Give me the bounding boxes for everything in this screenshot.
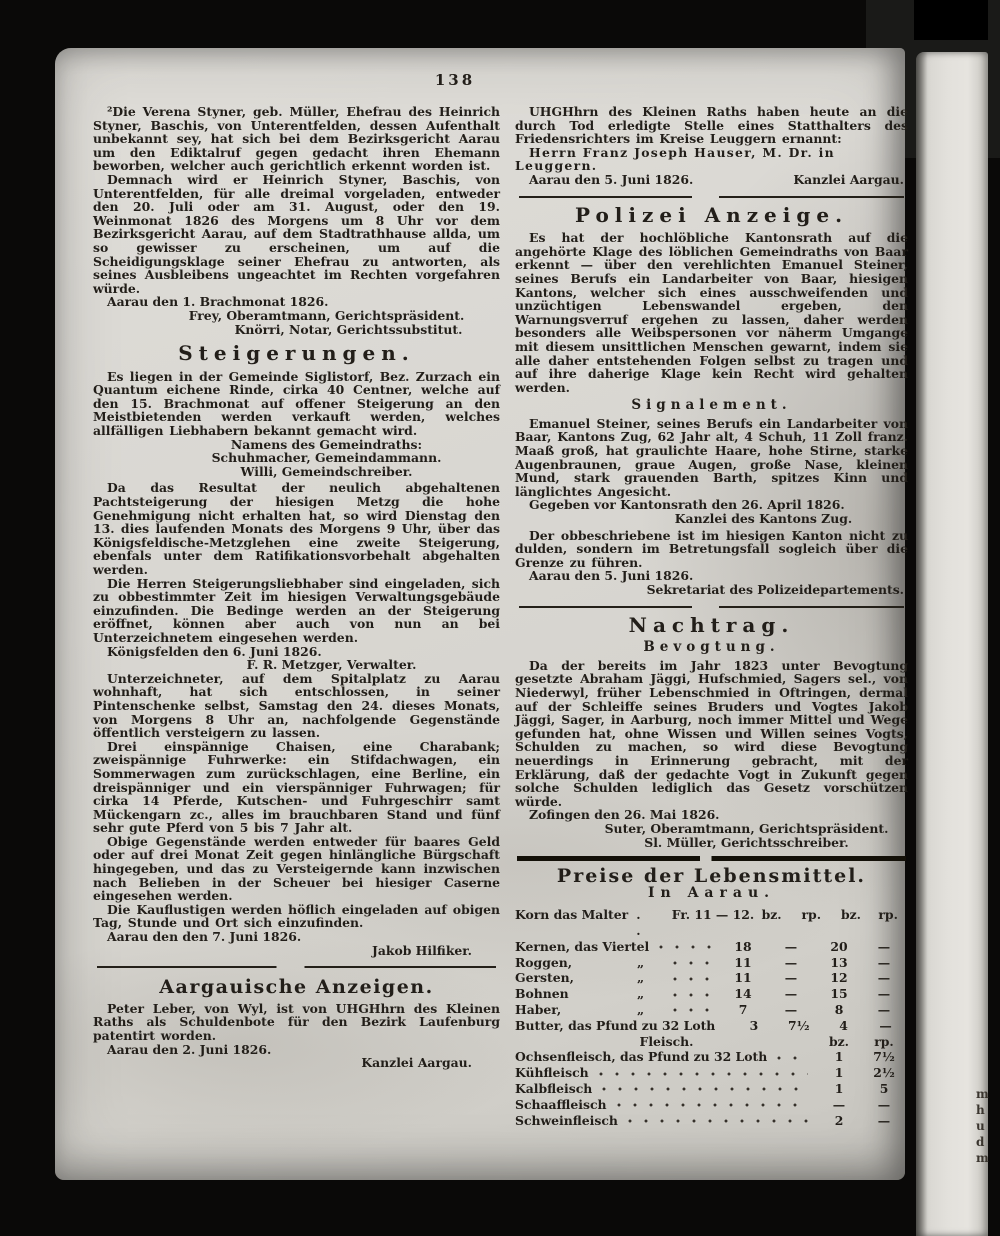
row-item: Kühfleisch [515,1065,589,1081]
signature: Namens des Gemeindraths: [230,436,423,452]
dateline-row [515,173,908,187]
cell: — [784,954,798,970]
cell: — [784,938,798,954]
cell: 1 [834,1065,844,1081]
cell: 14 [734,986,752,1002]
expulsion-paragraph: Der obbeschriebene ist im hiesigen Kanton nicht zu dulden, sondern im Betretungsfall sogleich über die Grenze zu führen. [515,527,908,570]
scan-artifact-box [914,0,988,40]
dot-leader [601,1084,808,1093]
dateline: Aarau den 1. Brachmonat 1826. [107,294,329,310]
summons-paragraph: Demnach wird er Heinrich Styner, Baschis, von Unterentfelden, für alle dreimal vorgeladen, entweder den 20. Juli oder am 31. August, oder den 19. Weinmonat 1826 des Morgens um 8 Uhr vor dem Bezirksgericht Aarau, auf dem Stadtrathhause allda, um so gewisser zu erscheinen, um auf die Scheidigungsklage seiner Ehefrau zu antworten, als seines Ausbleibens ungeachtet im Rechten vorgefahren würde. [93,171,500,296]
price-table-place: In Aarau. [647,884,776,901]
ditto-mark: „ [637,1002,645,1018]
row-item: Gersten, [515,970,574,986]
hauser-name-line: Herrn Franz Joseph Hauser, M. Dr. in Leuggern. [515,144,835,174]
signature: Sekretariat des Polizeidepartements. [646,582,904,597]
ditto-mark: „ [637,970,645,986]
cell: 7 [738,1002,748,1018]
row-item: Schaaffleisch [515,1096,607,1112]
auction-siglistorf-paragraph: Es liegen in der Gemeinde Siglistorf, Bez. Zurzach ein Quantum eichene Rinde, cirka 40 Centner, welche auf den 15. Brachmonat auf offener Steigerung an den Meistbietenden werden verkauft werden, welches allfälligen Liebhabern bekannt gemacht wird. [93,368,500,439]
subheading-signalement: Signalement. [631,397,792,414]
bleed-letter: m [976,1151,989,1165]
cell: 3 [749,1017,759,1033]
heavy-divider-rule [517,856,906,861]
cell: 15 [830,986,848,1002]
col-header-rp2: rp. [878,907,898,923]
row-item: Bohnen [515,986,569,1002]
signature: Knörri, Notar, Gerichtssubstitut. [234,321,463,337]
dateline: Zofingen den 26. Mai 1826. [529,807,720,823]
price-table-header-row [515,907,908,939]
auction-invitation-paragraph: Die Herren Steigerungsliebhaber sind eingeladen, sich zu obbestimmter Zeit im hiesigen Verwaltungsgebäude einzufinden. Die Bedinge werden an der Steigerung eröffnet, können aber auch von nun an bei Unterzeichnetem eingesehen werden. [93,575,500,645]
cell: 12 [830,970,848,986]
leber-appointment-paragraph: Peter Leber, von Wyl, ist von UHGHhrn des Kleinen Raths als Schuldenbote für den Bezirk Laufenburg patentirt worden. [93,1000,500,1043]
cell: 7½ [873,1049,895,1065]
dot-leader [672,958,712,967]
price-row-schaaffleisch [515,1097,908,1113]
meat-section-header-row [515,1034,908,1050]
header-item: Korn das Malter [515,907,629,923]
cell: — [877,1002,891,1018]
price-row-bohnen [515,986,908,1002]
section-heading-aargauische-anzeigen: Aargauische Anzeigen. [159,976,434,999]
signature: Sl. Müller, Gerichtsschreiber. [644,834,849,850]
cell: — [784,986,798,1002]
price-row-gersten [515,970,908,986]
row-item: Roggen, [515,954,573,970]
col-header-rp: rp. [874,1033,894,1049]
dot-leader [776,1053,808,1062]
dateline: Gegeben vor Kantonsrath den 26. April 1826. [529,497,845,513]
price-row-kalbfleisch [515,1081,908,1097]
dateline: Königsfelden den 6. Juni 1826. [107,643,322,659]
cell: 20 [830,938,848,954]
row-item: Schweinfleisch [515,1112,618,1128]
signature: Suter, Oberamtmann, Gerichtspräsident. [604,820,889,836]
dot-leader [672,990,712,999]
cell: — [877,1096,891,1112]
guardianship-paragraph: Da der bereits im Jahr 1823 unter Bevogtung gesetzte Abraham Jäggi, Hufschmied, Sagers sel., von Niederwyl, früher Lebenschmied in Oftringen, dermal auf der Schleiffe seines Bruders und Vogtes Jakob Jäggi, Sager, in Aarburg, noch immer Mittel und Wege gefunden hat, ohne Wissen und Willen seines Vogts, Schulden zu machen, so wird diese Bevogtung neuerdings in Erinnerung gebracht, mit der Erklärung, daß der gedachte Vogt in Zukunft gegen solche Schulden lediglich das Gesetz vorschützen würde. [515,657,908,809]
dot-leader [598,1069,808,1078]
col-header-bz: bz. [761,907,782,923]
ditto-mark: „ [637,954,645,970]
right-column [515,105,908,1128]
price-row-roggen [515,955,908,971]
payment-terms-paragraph: Obige Gegenstände werden entweder für baares Geld oder auf drei Monat Zeit gegen hinlängliche Bürgschaft hingegeben, und das zu Versteigernde kann inzwischen nach Belieben in der Scheuer bei hiesiger Caserne eingesehen werden. [93,833,500,904]
cell: — [784,1002,798,1018]
cell: 2 [834,1112,844,1128]
dot-leader [672,1005,712,1014]
col-header-bz2: bz. [840,907,861,923]
signature: Jakob Hilfiker. [371,942,472,958]
bleed-letter: u [976,1119,985,1133]
dateline-place: Aarau den 5. Juni 1826. [529,171,694,187]
dateline: Aarau den 2. Juni 1826. [107,1041,272,1057]
bleed-letter: m [976,1087,989,1101]
cell: 1 [834,1049,844,1065]
auction-metzg-paragraph: Da das Resultat der neulich abgehaltenen Pachtsteigerung der hiesigen Metzg die hohe Genehmigung nicht erhalten hat, so wird Dienstag den 13. dies laufenden Monats des Morgens 9 Uhr, über das Königsfeldische-Metzglehen eine zweite Steigerung, ebenfals unter dem Ratifikationsvorbehalt abgehalten werden. [93,480,500,577]
dot-leader [672,974,712,983]
price-row-schweinfleisch [515,1113,908,1129]
price-row-kernen [515,939,908,955]
cell: 11 [734,954,752,970]
cell: 4 [839,1017,848,1033]
signature: Kanzlei Aargau. [361,1055,472,1071]
cell: 18 [734,938,752,954]
price-row-haber [515,1002,908,1018]
cell: 8 [834,1002,844,1018]
row-item: Kalbfleisch [515,1081,593,1097]
notice-styner-paragraph: ²Die Verena Styner, geb. Müller, Ehefrau des Heinrich Styner, Baschis, von Unterentfelden, dessen Aufenthalt unbekannt sey, hat sich bei dem Bezirksgericht Aarau um den Ediktalruf gegen gedacht ihren Ehemann beworben, welcher auch gerichtlich erkennt worden ist. [93,104,500,174]
row-item: Haber, [515,1002,562,1018]
bleed-letter: d [976,1135,985,1149]
row-item: Kernen, das Viertel [515,938,650,954]
row-item: Butter, das Pfund zu 32 Loth [515,1017,716,1033]
cell: 5 [879,1081,889,1097]
cell: — [832,1096,846,1112]
dateline: Aarau den den 7. Juni 1826. [107,929,302,945]
carriage-list-paragraph: Drei einspännige Chaisen, eine Charabank; zweispännige Fuhrwerke: ein Stifdachwagen, ein Sommerwagen zum zurückschlagen, eine Berline, ein dreispänniger und ein vierspänniger Fuhrwagen; für cirka 14 Pferde, Kutschen- und Fuhrgeschirr samt Mückengarn zc., alles im brauchbaren Stand und fünf sehr gute Pferd von 5 bis 7 Jahr alt. [93,738,500,836]
left-column [93,105,500,1070]
description-paragraph: Emanuel Steiner, seines Berufs ein Landarbeiter von Baar, Kantons Zug, 62 Jahr alt, 4 Schuh, 11 Zoll franz. Maaß groß, hat graulichte Haare, hohe Stirne, starke Augenbraunen, graue Augen, große Nase, kleinen Mund, stark grauenden Barth, spitzes Kinn und länglichtes Angesicht. [515,415,908,499]
cell: — [877,1112,891,1128]
meat-section-label: Fleisch. [639,1033,694,1049]
bleed-text-fragments [976,1086,992,1166]
signature: F. R. Metzger, Verwalter. [246,657,417,673]
section-heading-steigerungen: Steigerungen. [178,341,415,366]
dot-leader [616,1100,808,1109]
price-row-butter [515,1018,908,1034]
signature: Willi, Gemeindschreiber. [240,463,413,479]
col-header-rp: rp. [801,907,822,923]
header-range: Fr. 11 — 12. [671,907,755,923]
row-item: Ochsenfleisch, das Pfund zu 32 Loth [515,1049,768,1065]
price-row-kuehfleisch [515,1065,908,1081]
police-warning-paragraph: Es hat der hochlöbliche Kantonsrath auf die angehörte Klage des löblichen Gemeindraths von Baar erkennt — über den verehlichten Emanuel Steiner, seines Berufs ein Landarbeiter von Baar, hiesigen Kantons, welcher sich eines ausschweifenden und unzüchtigen Lebenswandel ergeben, den Warnungsverruf ergehen zu lassen, daher werden besonders alle Weibspersonen vor näherm Umgange mit diesem unsittlichen Menschen gewarnt, indem sie alle daher entstehenden Folgen selbst zu tragen und auf ihre daherige Klage kein Recht wird gehalten werden. [515,230,908,395]
appointment-notice-paragraph: UHGHhrn des Kleinen Raths haben heute an die durch Tod erledigte Stelle eines Statthalters des Friedensrichters im Kreise Leuggern ernannt: [515,104,908,147]
dot-leader [627,1116,808,1125]
col-header-bz: bz. [828,1033,849,1049]
cell: 13 [830,954,848,970]
cell: 1 [834,1081,844,1097]
spitalplatz-auction-paragraph: Unterzeichneter, auf dem Spitalplatz zu Aarau wohnhaft, hat sich entschlossen, in seiner Pintenschenke selbst, Samstag den 24. dieses Monats, von Morgens 8 Uhr an, nachfolgende Gegenstände öffentlich versteigern zu lassen. [93,670,500,741]
ditto-mark: „ [637,986,645,1002]
section-divider-rule [519,606,904,608]
cell: — [877,938,891,954]
dateline: Aarau den 5. Juni 1826. [529,568,694,584]
page-number: 138 [434,71,476,89]
section-divider-rule [519,196,904,198]
price-table-title: Preise der Lebensmittel. [556,865,867,888]
cell: — [877,954,891,970]
section-heading-polizei-anzeige: Polizei Anzeige. [574,202,849,227]
cell: 11 [734,970,752,986]
cell: — [877,970,891,986]
signature: Kanzlei des Kantons Zug. [674,511,853,527]
cell: 2½ [873,1065,895,1081]
section-heading-nachtrag: Nachtrag. [628,612,795,637]
cell: — [784,970,798,986]
price-row-ochsenfleisch [515,1049,908,1065]
subheading-bevogtung: Bevogtung. [643,639,780,656]
invitation-paragraph: Die Kauflustigen werden höflich eingeladen auf obigen Tag, Stunde und Ort sich einzufinden. [93,901,500,931]
adjacent-page-edge [916,52,988,1236]
dot-leader [658,942,712,951]
newspaper-page [55,48,908,1180]
bleed-letter: h [976,1103,985,1117]
cell: — [877,986,891,1002]
section-divider-rule [97,966,496,968]
header-dots: . . [636,907,647,939]
dateline-office: Kanzlei Aargau. [793,171,904,187]
signature: Schuhmacher, Gemeindammann. [211,450,442,466]
signature: Frey, Oberamtmann, Gerichtspräsident. [188,307,465,323]
cell: — [879,1017,892,1033]
cell: 7½ [787,1017,810,1033]
